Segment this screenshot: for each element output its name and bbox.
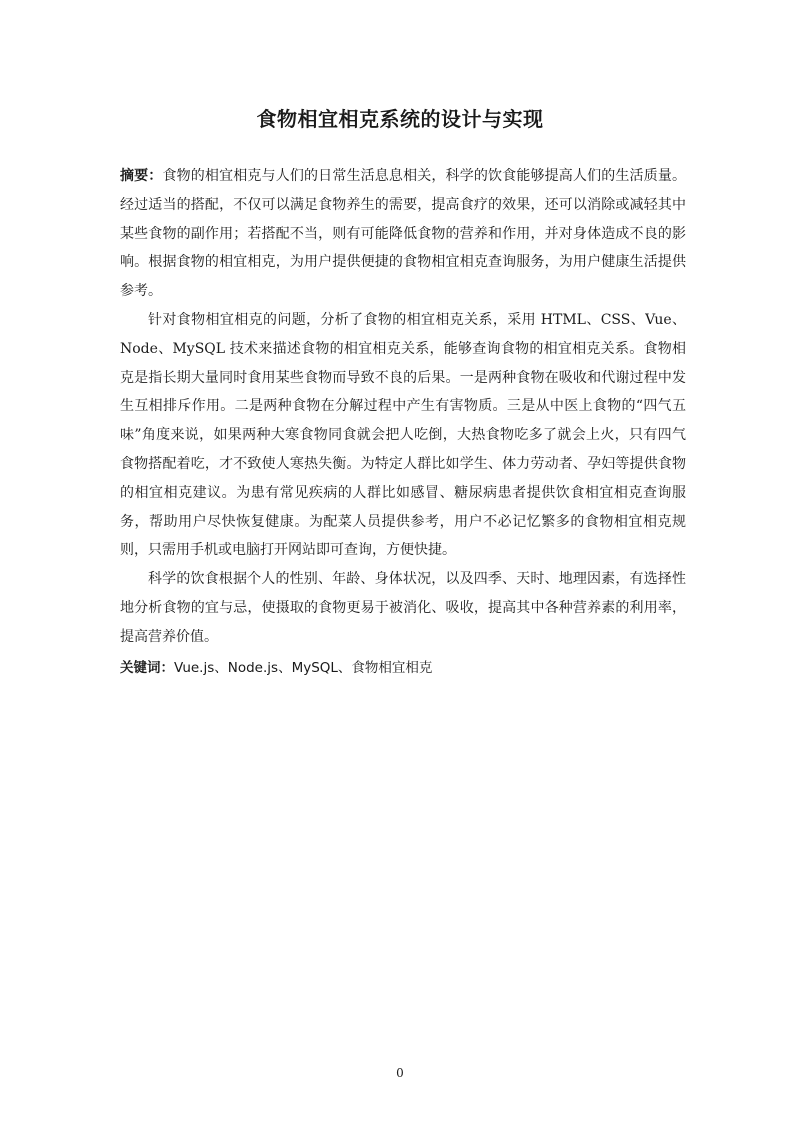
page-number: 0 bbox=[396, 1066, 404, 1080]
keywords-line bbox=[120, 654, 686, 683]
paper-title: 食物相宜相克系统的设计与实现 bbox=[256, 107, 544, 131]
abstract-paragraph-2: 针对食物相宜相克的问题，分析了食物的相宜相克关系，采用 HTML、CSS、Vue、Node、MySQL 技术来描述食物的相宜相克关系，能够查询食物的相宜相克关系。食物相克是指长期大量同时食用某些食物而导致不良的后果。一是两种食物在吸收和代谢过程中发生互相排斥作用。二是两种食物在分解过程中产生有害物质。三是从中医上食物的“四气五味”角度来说，如果两种大寒食物同食就会把人吃倒，大热食物吃多了就会上火，只有四气食物搭配着吃，才不致使人寒热失衡。为特定人群比如学生、体力劳动者、孕妇等提供食物的相宜相克建议。为患有常见疾病的人群比如感冒、糖尿病患者提供饮食相宜相克查询服务，帮助用户尽快恢复健康。为配菜人员提供参考，用户不必记忆繁多的食物相宜相克规则，只需用手机或电脑打开网站即可查询，方便快捷。 bbox=[120, 311, 686, 559]
abstract-section bbox=[120, 162, 686, 682]
abstract-paragraph-1 bbox=[120, 162, 686, 306]
keywords-text: Vue.js、Node.js、MySQL、食物相宜相克 bbox=[174, 659, 433, 676]
abstract-paragraph-1-text: 食物的相宜相克与人们的日常生活息息相关，科学的饮食能够提高人们的生活质量。经过适当的搭配，不仅可以满足食物养生的需要，提高食疗的效果，还可以消除或减轻其中某些食物的副作用；若搭配不当，则有可能降低食物的营养和作用，并对身体造成不良的影响。根据食物的相宜相克，为用户提供便捷的食物相宜相克查询服务，为用户健康生活提供参考。 bbox=[120, 168, 687, 300]
keywords-label: 关键词： bbox=[120, 659, 174, 676]
abstract-label: 摘要： bbox=[120, 168, 163, 184]
abstract-paragraph-3: 科学的饮食根据个人的性别、年龄、身体状况，以及四季、天时、地理因素，有选择性地分析食物的宜与忌，使摄取的食物更易于被消化、吸收，提高其中各种营养素的利用率，提高营养价值。 bbox=[120, 571, 686, 645]
